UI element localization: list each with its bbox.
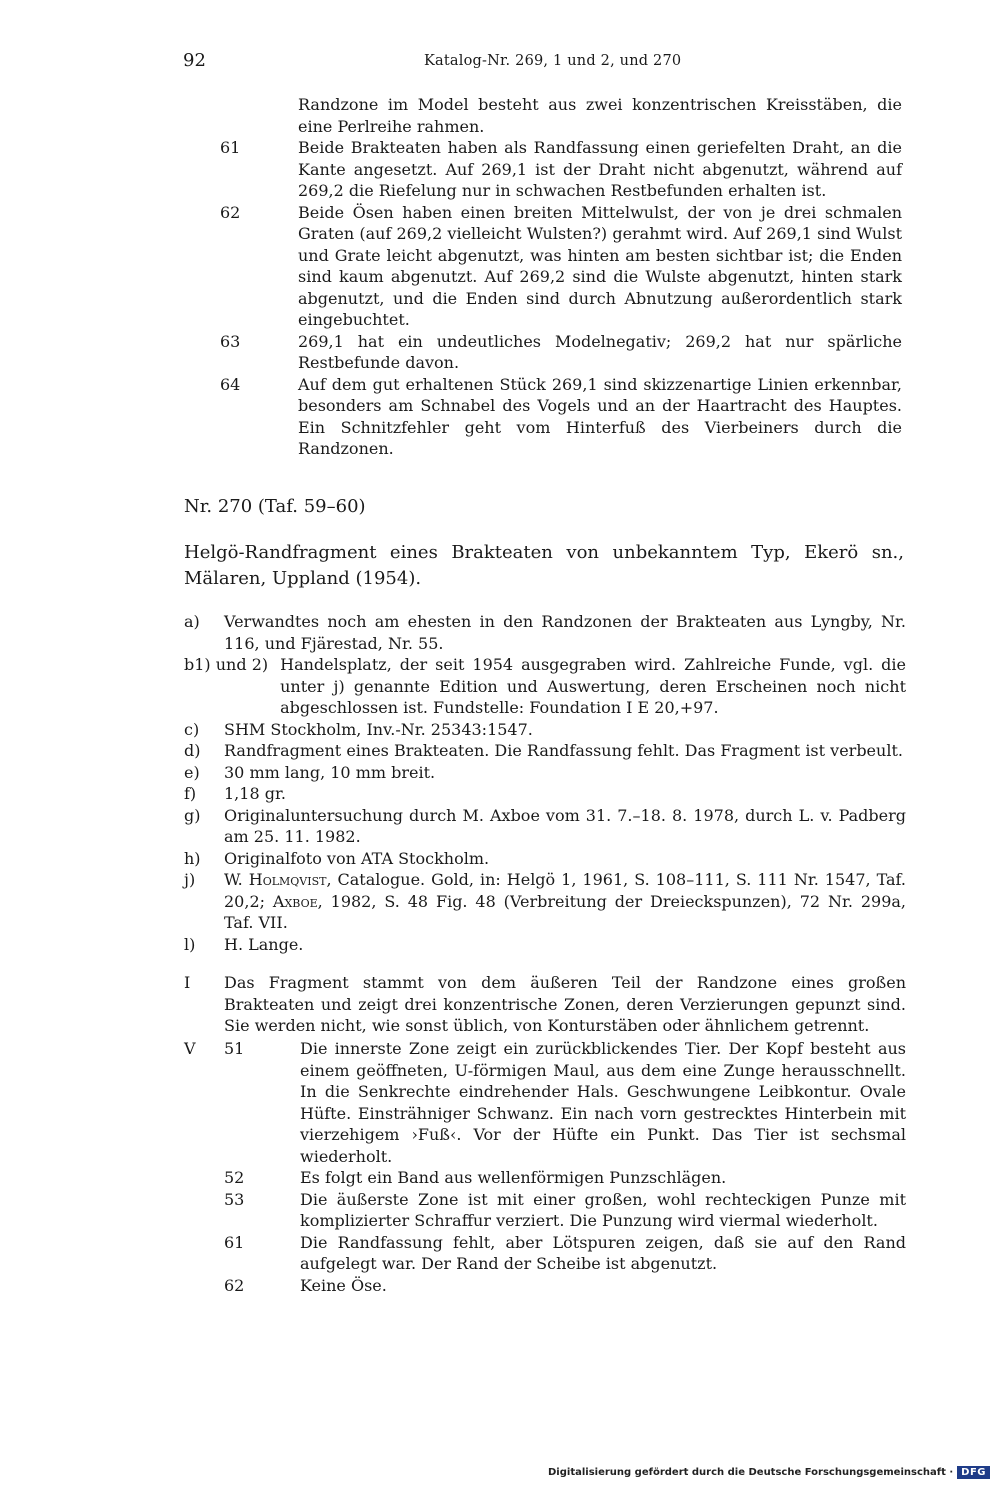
top-items — [220, 94, 902, 460]
item-text: Beide Brakteaten haben als Randfassung einen geriefelten Draht, an die Kante angesetzt. Auf 269,1 ist der Draht nicht abgenutzt, während auf 269,2 die Riefelung nur in schwachen Restbefunden erhalten ist. — [298, 138, 902, 200]
section-key: I — [184, 973, 191, 992]
section-i — [184, 972, 906, 1037]
list-item — [220, 94, 902, 137]
item-number: 61 — [224, 1232, 245, 1252]
item-number: 62 — [220, 202, 241, 222]
list-item — [220, 331, 902, 374]
list-item — [220, 202, 902, 331]
catalog-row-j — [184, 869, 906, 934]
row-text: Verwandtes noch am ehesten in den Randzonen der Brakteaten aus Lyngby, Nr. 116, und Fjärestad, Nr. 55. — [224, 612, 906, 653]
catalog-row-b — [184, 654, 906, 719]
entry-subtitle: Helgö-Randfragment eines Brakteaten von unbekanntem Typ, Ekerö sn., Mälaren, Uppland (1954). — [184, 542, 904, 589]
catalog-row-a — [184, 611, 906, 654]
section-v-row — [184, 1038, 906, 1167]
item-number: 63 — [220, 331, 241, 351]
item-text: 269,1 hat ein undeutliches Modelnegativ; 269,2 hat nur spärliche Restbefunde davon. — [298, 331, 902, 372]
section-i-row — [184, 972, 906, 1037]
row-key: j) — [184, 870, 196, 889]
row-text: Randfragment eines Brakteaten. Die Randfassung fehlt. Das Fragment ist verbeult. — [224, 741, 903, 760]
catalog-row-f — [184, 783, 906, 805]
catalog-row-c — [184, 719, 906, 741]
item-text: Beide Ösen haben einen breiten Mittelwulst, der von je drei schmalen Graten (auf 269,2 vielleicht Wulsten?) gerahmt wird. Auf 269,1 sind Wulst und Grate leicht abgenutzt, was hinten am besten sichtbar ist; die Enden sind kaum abgenutzt. Auf 269,2 sind die Wulste abgenutzt, hinten stark abgenutzt, und die Enden sind durch Abnutzung außerordentlich stark eingebuchtet. — [298, 202, 902, 329]
section-v — [184, 1038, 906, 1296]
citation-text: , 1982, S. 48 Fig. 48 (Verbreitung der Dreieckspunzen), 72 Nr. 299a, Taf. VII. — [224, 891, 907, 932]
item-text: Es folgt ein Band aus wellenförmigen Punzschlägen. — [300, 1168, 727, 1187]
page-number: 92 — [183, 50, 206, 71]
catalog-row-g — [184, 805, 906, 848]
section-v-row — [184, 1189, 906, 1232]
entry-heading: Nr. 270 (Taf. 59–60) — [184, 496, 366, 517]
row-key: f) — [184, 784, 197, 803]
row-text: H. Lange. — [224, 934, 304, 954]
funding-footer — [548, 1466, 990, 1479]
row-key: l) — [184, 934, 196, 954]
citation-prefix: W. — [224, 870, 249, 889]
item-number: 62 — [224, 1275, 245, 1295]
row-key: b1) und 2) — [184, 655, 269, 674]
list-item — [220, 374, 902, 460]
citation-author: Holmqvist — [248, 870, 327, 889]
item-text: Auf dem gut erhaltenen Stück 269,1 sind skizzenartige Linien erkennbar, besonders am Schnabel des Vogels und an der Haartracht des Hauptes. Ein Schnitzfehler geht vom Hinterfuß des Vierbeiners durch die Randzonen. — [298, 374, 902, 458]
row-text: Originalfoto von ATA Stockholm. — [224, 848, 490, 868]
row-text: 30 mm lang, 10 mm breit. — [224, 762, 436, 782]
section-v-row — [184, 1167, 906, 1189]
catalog-row-h — [184, 848, 906, 870]
item-text: Keine Öse. — [300, 1275, 387, 1295]
catalog-list — [184, 611, 906, 955]
item-number: 51 — [224, 1039, 245, 1058]
dfg-logo: DFG — [957, 1466, 990, 1479]
row-text: 1,18 gr. — [224, 784, 286, 803]
section-v-row — [184, 1232, 906, 1275]
section-text: Das Fragment stammt von dem äußeren Teil der Randzone eines großen Brakteaten und zeigt drei konzentrische Zonen, deren Verzierungen gepunzt sind. Sie werden nicht, wie sonst üblich, von Konturstäben oder ähnlichem getrennt. — [224, 973, 906, 1035]
row-key: a) — [184, 612, 200, 631]
item-number: 52 — [224, 1168, 245, 1187]
catalog-row-d — [184, 740, 906, 762]
item-text: Die innerste Zone zeigt ein zurückblickendes Tier. Der Kopf besteht aus einem geöffneten, U-förmigen Maul, aus dem eine Zunge herausschnellt. In die Senkrechte eindrehender Hals. Geschwungene Leibkontur. Ovale Hüfte. Einsträhniger Schwanz. Ein nach vorn gestrecktes Hinterbein mit vierzehigem ›Fuß‹. Vor der Hüfte ein Punkt. Das Tier ist sechsmal wiederholt. — [300, 1039, 906, 1166]
row-text — [224, 869, 906, 934]
row-text: Handelsplatz, der seit 1954 ausgegraben wird. Zahlreiche Funde, vgl. die unter j) genannte Edition und Auswertung, deren Erscheinen noch nicht abgeschlossen ist. Fundstelle: Foundation I E 20,+97. — [280, 655, 906, 717]
row-key: g) — [184, 805, 201, 825]
row-key: d) — [184, 741, 201, 760]
citation-author: Axboe — [272, 891, 318, 911]
running-head: Katalog-Nr. 269, 1 und 2, und 270 — [424, 53, 682, 69]
row-text: Originaluntersuchung durch M. Axboe vom 31. 7.–18. 8. 1978, durch L. v. Padberg am 25. 11. 1982. — [224, 805, 906, 846]
catalog-row-l — [184, 934, 906, 956]
funding-text: Digitalisierung gefördert durch die Deutsche Forschungsgemeinschaft · — [548, 1467, 954, 1478]
list-item — [220, 137, 902, 202]
item-number: 53 — [224, 1189, 245, 1209]
item-text: Die Randfassung fehlt, aber Lötspuren zeigen, daß sie auf den Rand aufgelegt war. Der Rand der Scheibe ist abgenutzt. — [300, 1232, 906, 1273]
row-text: SHM Stockholm, Inv.-Nr. 25343:1547. — [224, 719, 533, 739]
section-v-row — [184, 1275, 906, 1297]
row-key: e) — [184, 762, 200, 782]
item-text: Die äußerste Zone ist mit einer großen, wohl rechteckigen Punze mit komplizierter Schraffur verziert. Die Punzung wird viermal wiederholt. — [300, 1189, 906, 1230]
item-number: 64 — [220, 374, 241, 394]
citation-text: , Catalogue. Gold, in: Helgö 1, 1961, S. 108–111, S. 111 Nr. 1547, Taf. 20,2; — [224, 870, 906, 911]
catalog-row-e — [184, 762, 906, 784]
item-number: 61 — [220, 138, 241, 157]
row-key: h) — [184, 848, 201, 868]
item-text: Randzone im Model besteht aus zwei konzentrischen Kreisstäben, die eine Perlreihe rahmen. — [298, 95, 902, 136]
section-key: V — [184, 1039, 196, 1058]
row-key: c) — [184, 719, 200, 739]
